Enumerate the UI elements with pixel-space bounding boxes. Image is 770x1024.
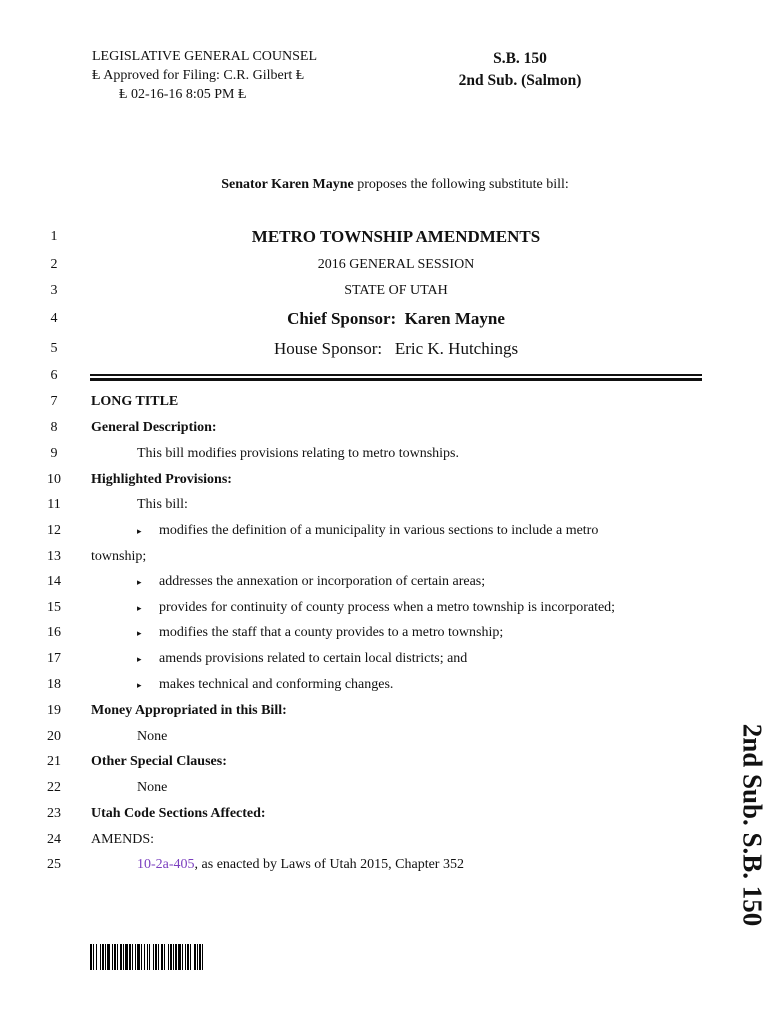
provision-item-continued: township; bbox=[91, 549, 147, 564]
line-18 bbox=[0, 677, 770, 703]
line-16 bbox=[0, 625, 770, 651]
provision-item: modifies the definition of a municipality in various sections to include a metro bbox=[159, 523, 599, 538]
provision-item: makes technical and conforming changes. bbox=[159, 677, 394, 692]
line-6 bbox=[0, 368, 770, 394]
proposer-text: proposes the following substitute bill: bbox=[357, 177, 569, 192]
line-17 bbox=[0, 651, 770, 677]
line-number: 3 bbox=[50, 283, 58, 298]
provisions-intro: This bill: bbox=[137, 497, 188, 512]
divider-rule-thick bbox=[90, 378, 702, 381]
line-22 bbox=[0, 780, 770, 806]
provision-item: amends provisions related to certain local districts; and bbox=[159, 651, 468, 666]
line-14 bbox=[0, 574, 770, 600]
line-number: 6 bbox=[50, 368, 58, 383]
bullet-icon: ▸ bbox=[137, 577, 142, 587]
bill-id-block bbox=[440, 48, 600, 92]
approval-date: Ⱡ 02-16-16 8:05 PM Ⱡ bbox=[119, 87, 247, 102]
money-appropriated-heading: Money Appropriated in this Bill: bbox=[91, 703, 287, 718]
line-number: 23 bbox=[47, 806, 61, 821]
line-number: 11 bbox=[47, 497, 61, 512]
counsel-name: LEGISLATIVE GENERAL COUNSEL bbox=[92, 49, 318, 64]
line-number: 19 bbox=[47, 703, 61, 718]
bill-title: METRO TOWNSHIP AMENDMENTS bbox=[251, 227, 541, 246]
bill-substitute: 2nd Sub. (Salmon) bbox=[458, 72, 582, 89]
line-12 bbox=[0, 523, 770, 549]
line-24 bbox=[0, 832, 770, 858]
line-number: 22 bbox=[47, 780, 61, 795]
line-8 bbox=[0, 420, 770, 446]
line-number: 2 bbox=[50, 257, 58, 272]
money-appropriated-value: None bbox=[137, 729, 168, 744]
line-25 bbox=[0, 857, 770, 883]
line-15 bbox=[0, 600, 770, 626]
side-bill-label: 2nd Sub. S.B. 150 bbox=[737, 723, 768, 927]
long-title-heading: LONG TITLE bbox=[91, 394, 179, 409]
line-number: 15 bbox=[47, 600, 61, 615]
line-11 bbox=[0, 497, 770, 523]
counsel-approval-block bbox=[92, 47, 317, 104]
divider-rule bbox=[90, 374, 702, 376]
chief-sponsor: Chief Sponsor: Karen Mayne bbox=[287, 309, 505, 328]
line-3 bbox=[0, 283, 770, 309]
line-number: 7 bbox=[50, 394, 58, 409]
code-section-enactment: , as enacted by Laws of Utah 2015, Chapter 352 bbox=[194, 857, 464, 872]
special-clauses-heading: Other Special Clauses: bbox=[91, 754, 227, 769]
provision-item: addresses the annexation or incorporation of certain areas; bbox=[159, 574, 486, 589]
line-number: 13 bbox=[47, 549, 61, 564]
line-number: 16 bbox=[47, 625, 61, 640]
line-number: 17 bbox=[47, 651, 61, 666]
line-19 bbox=[0, 703, 770, 729]
special-clauses-value: None bbox=[137, 780, 168, 795]
bill-number: S.B. 150 bbox=[493, 50, 547, 67]
barcode-image bbox=[90, 944, 284, 970]
state: STATE OF UTAH bbox=[344, 283, 448, 298]
line-number: 9 bbox=[50, 446, 58, 461]
line-number: 5 bbox=[50, 341, 58, 356]
line-2 bbox=[0, 257, 770, 283]
line-number: 1 bbox=[50, 229, 58, 244]
line-number: 21 bbox=[47, 754, 61, 769]
line-23 bbox=[0, 806, 770, 832]
line-number: 25 bbox=[47, 857, 61, 872]
code-sections-heading: Utah Code Sections Affected: bbox=[91, 806, 266, 821]
proposer-name: Senator Karen Mayne bbox=[221, 177, 354, 192]
bullet-icon: ▸ bbox=[137, 603, 142, 613]
general-description-heading: General Description: bbox=[91, 420, 217, 435]
bullet-icon: ▸ bbox=[137, 680, 142, 690]
bullet-icon: ▸ bbox=[137, 628, 142, 638]
code-section-entry bbox=[137, 857, 464, 873]
line-number: 12 bbox=[47, 523, 61, 538]
proposer-line bbox=[0, 177, 770, 193]
line-number: 20 bbox=[47, 729, 61, 744]
amends-label: AMENDS: bbox=[91, 832, 155, 847]
line-4 bbox=[0, 311, 770, 337]
line-number: 8 bbox=[50, 420, 58, 435]
highlighted-provisions-heading: Highlighted Provisions: bbox=[91, 472, 232, 487]
description-text: This bill modifies provisions relating to metro townships. bbox=[137, 446, 459, 461]
provision-item: provides for continuity of county process when a metro township is incorporated; bbox=[159, 600, 616, 615]
line-7 bbox=[0, 394, 770, 420]
house-sponsor: House Sponsor: Eric K. Hutchings bbox=[273, 339, 519, 358]
line-1 bbox=[0, 229, 770, 255]
line-number: 10 bbox=[47, 472, 61, 487]
session: 2016 GENERAL SESSION bbox=[317, 257, 475, 272]
line-number: 14 bbox=[47, 574, 61, 589]
line-number: 24 bbox=[47, 832, 61, 847]
line-21 bbox=[0, 754, 770, 780]
line-13 bbox=[0, 549, 770, 575]
line-9 bbox=[0, 446, 770, 472]
approval-line: Ⱡ Approved for Filing: C.R. Gilbert Ⱡ bbox=[92, 68, 305, 83]
line-10 bbox=[0, 472, 770, 498]
line-5 bbox=[0, 341, 770, 367]
line-number: 18 bbox=[47, 677, 61, 692]
line-20 bbox=[0, 729, 770, 755]
code-section-link[interactable]: 10-2a-405 bbox=[137, 857, 195, 872]
bullet-icon: ▸ bbox=[137, 526, 142, 536]
bullet-icon: ▸ bbox=[137, 654, 142, 664]
provision-item: modifies the staff that a county provides to a metro township; bbox=[159, 625, 504, 640]
line-number: 4 bbox=[50, 311, 58, 326]
